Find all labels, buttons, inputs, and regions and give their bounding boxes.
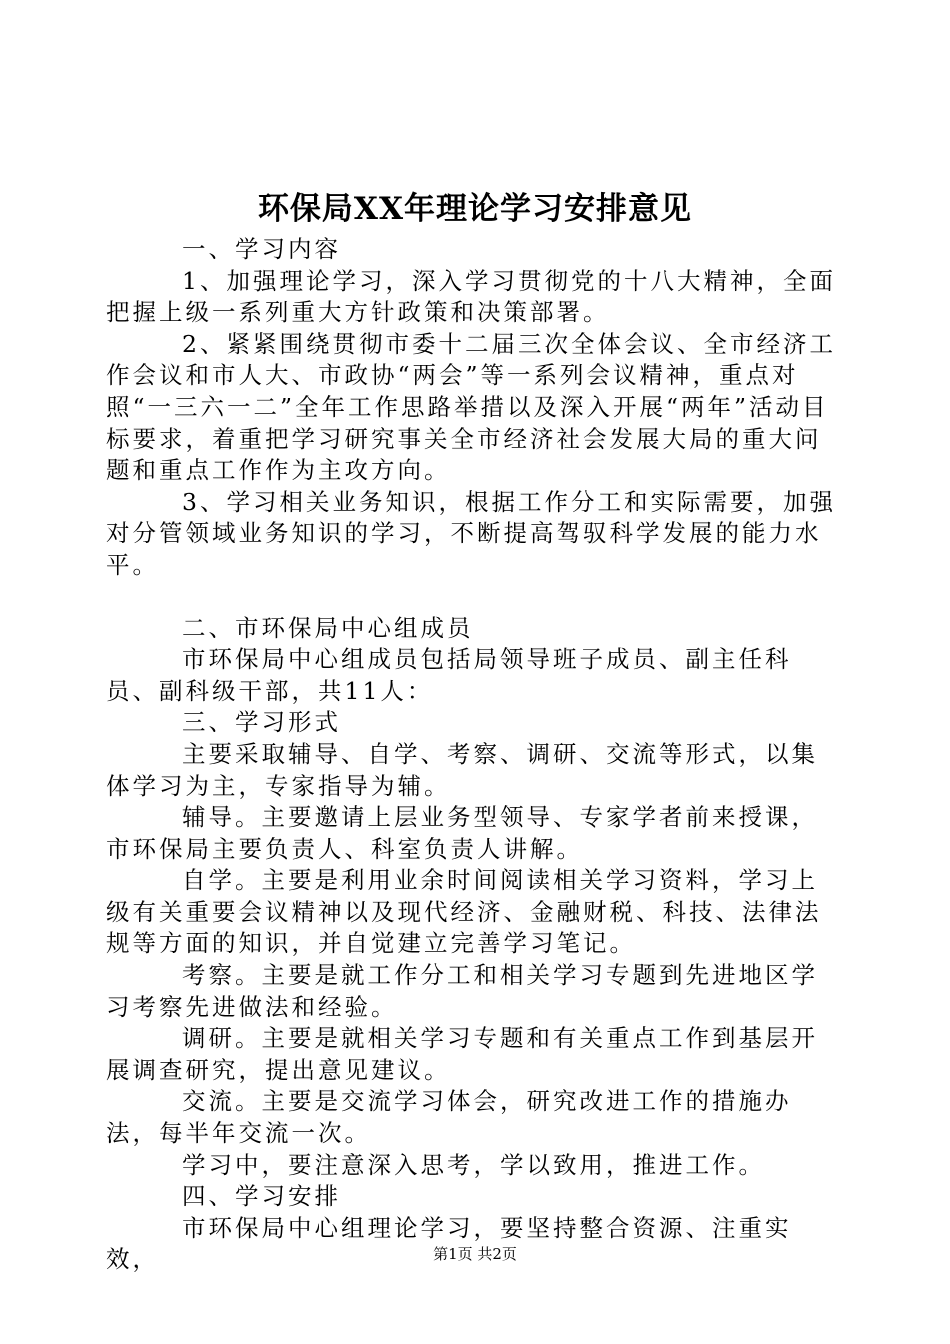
document-title: 环保局XX年理论学习安排意见 xyxy=(257,191,693,227)
paragraph-forms-main: 主要采取辅导、自学、考察、调研、交流等形式，以集体学习为主，专家指导为辅。 xyxy=(106,739,818,800)
paragraph-forms-exchange: 交流。主要是交流学习体会，研究改进工作的措施办法，每半年交流一次。 xyxy=(106,1087,792,1148)
section-heading-content: 一、学习内容 xyxy=(182,235,341,263)
paragraph-forms-inspection: 考察。主要是就工作分工和相关学习专题到先进地区学习考察先进做法和经验。 xyxy=(106,961,818,1021)
paragraph-content-2: 2、紧紧围绕贯彻市委十二届三次全体会议、全市经济工作会议和市人大、市政协“两会”等一系列会议精神，重点对照“一三六一二”全年工作思路举措以及深入开展“两年”活动目标要求，着重把学习研究事关全市经济社会发展大局的重大问题和重点工作作为主攻方向。 xyxy=(106,329,836,485)
section-heading-forms: 三、学习形式 xyxy=(182,708,341,737)
paragraph-schedule: 市环保局中心组理论学习，要坚持整合资源、注重实效， xyxy=(106,1213,792,1274)
paragraph-content-3: 3、学习相关业务知识，根据工作分工和实际需要，加强对分管领域业务知识的学习，不断提高驾驭科学发展的能力水平。 xyxy=(106,487,836,579)
document-body xyxy=(106,234,836,1276)
section-heading-members: 二、市环保局中心组成员 xyxy=(182,613,474,642)
paragraph-members: 市环保局中心组成员包括局领导班子成员、副主任科员、副科级干部，共11人： xyxy=(106,645,792,705)
paragraph-forms-self-study: 自学。主要是利用业余时间阅读相关学习资料，学习上级有关重要会议精神以及现代经济、金融财税、科技、法律法规等方面的知识，并自觉建立完善学习笔记。 xyxy=(106,866,822,958)
paragraph-study-note: 学习中，要注意深入思考，学以致用，推进工作。 xyxy=(182,1150,765,1179)
paragraph-content-1: 1、加强理论学习，深入学习贯彻党的十八大精神，全面把握上级一系列重大方针政策和决策部署。 xyxy=(106,266,836,327)
page-footer: 第1页 共2页 xyxy=(433,1245,517,1263)
paragraph-forms-tutoring: 辅导。主要邀请上层业务型领导、专家学者前来授课，市环保局主要负责人、科室负责人讲解。 xyxy=(106,803,818,863)
paragraph-forms-research: 调研。主要是就相关学习专题和有关重点工作到基层开展调查研究，提出意见建议。 xyxy=(106,1024,818,1084)
section-heading-schedule: 四、学习安排 xyxy=(182,1182,341,1211)
